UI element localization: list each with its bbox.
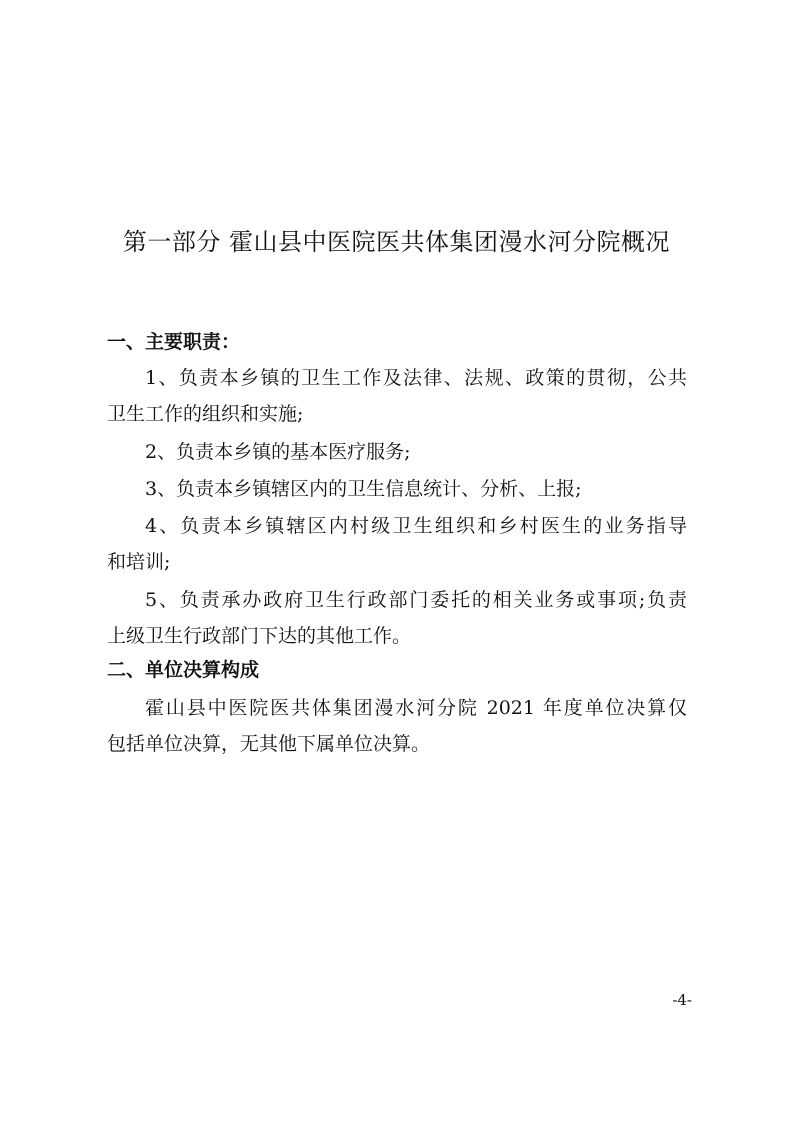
section-heading-unit-composition: 二、单位决算构成 — [107, 659, 260, 681]
page-number: -4- — [672, 991, 692, 1009]
unit-composition-line-2: 包括单位决算，无其他下属单位决算。 — [107, 733, 431, 755]
duty-item-1-line-2: 卫生工作的组织和实施; — [107, 403, 304, 425]
duty-item-4 — [107, 508, 687, 580]
unit-composition-line-1: 霍山县中医院医共体集团漫水河分院 2021 年度单位决算仅 — [145, 697, 687, 719]
page-title: 第一部分 霍山县中医院医共体集团漫水河分院概况 — [122, 228, 671, 256]
duty-item-4-line-2: 和培训; — [107, 551, 171, 573]
duty-item-3 — [107, 471, 687, 507]
duty-item-5-line-1: 5、负责承办政府卫生行政部门委托的相关业务或事项;负责 — [145, 589, 687, 611]
duty-item-5-line-2: 上级卫生行政部门下达的其他工作。 — [107, 625, 412, 647]
duty-item-3-line-1: 3、负责本乡镇辖区内的卫生信息统计、分析、上报; — [145, 478, 582, 500]
duty-item-4-line-1: 4、负责本乡镇辖区内村级卫生组织和乡村医生的业务指导 — [145, 515, 687, 537]
section-heading-main-duties: 一、主要职责： — [107, 331, 241, 353]
unit-composition-paragraph — [107, 690, 687, 762]
duty-item-2-line-1: 2、负责本乡镇的基本医疗服务; — [145, 441, 411, 463]
duty-item-1 — [107, 360, 687, 432]
duty-item-1-line-1: 1、负责本乡镇的卫生工作及法律、法规、政策的贯彻，公共 — [145, 367, 687, 389]
duty-item-2 — [107, 434, 687, 470]
duty-item-5 — [107, 582, 687, 654]
